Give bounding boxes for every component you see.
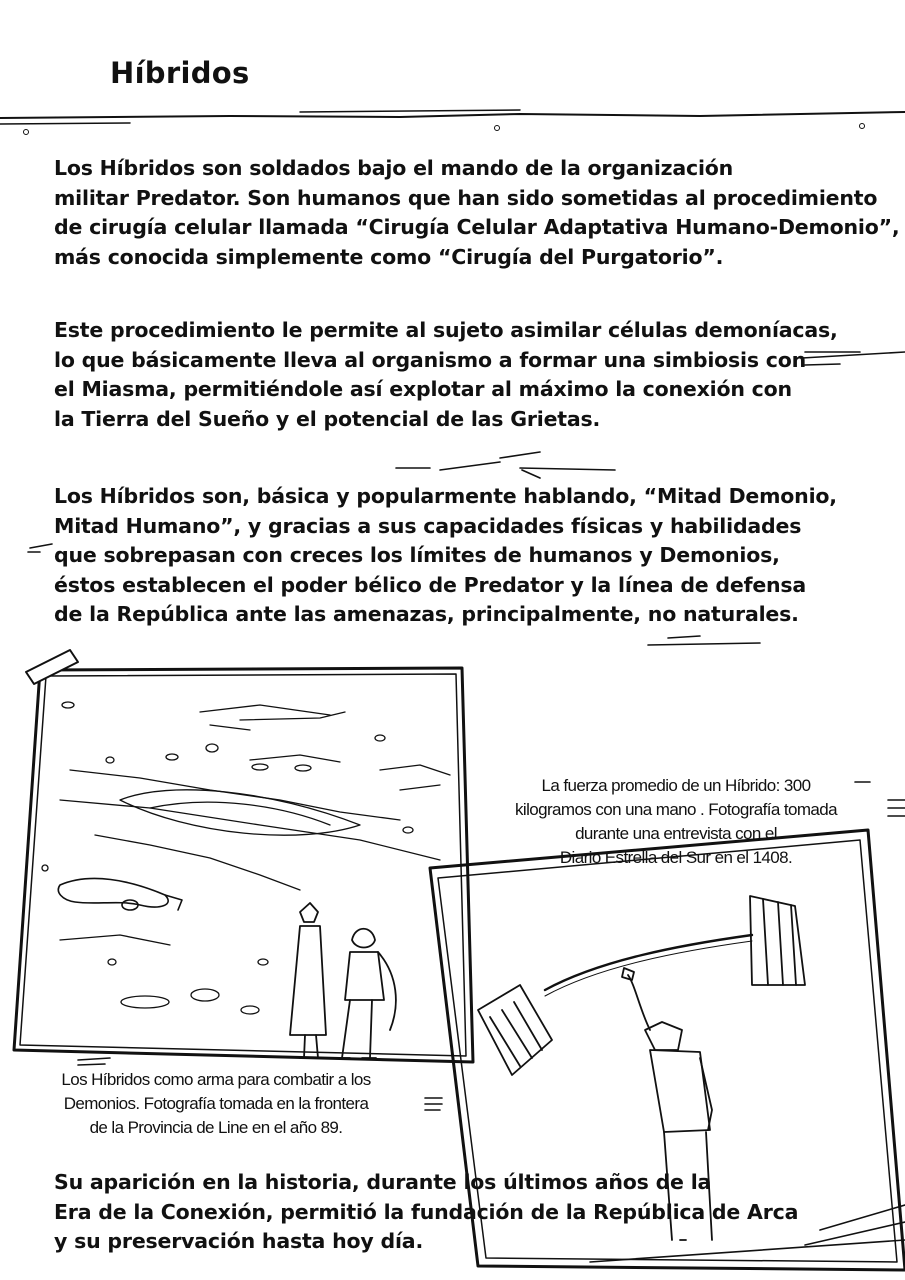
caption-line: de la Provincia de Line en el año 89. bbox=[89, 1118, 343, 1137]
paragraph-line: lo que básicamente lleva al organismo a formar una simbiosis con bbox=[54, 347, 807, 372]
paragraph-line: Mitad Humano”, y gracias a sus capacidades físicas y habilidades bbox=[54, 513, 802, 538]
paragraph-2 bbox=[54, 316, 838, 434]
paragraph-line: y su preservación hasta hoy día. bbox=[54, 1229, 424, 1253]
caption-line: La fuerza promedio de un Híbrido: 300 bbox=[541, 776, 811, 795]
right-photo-caption bbox=[466, 774, 886, 870]
caption-line: Demonios. Fotografía tomada en la frontera bbox=[63, 1094, 369, 1113]
paragraph-line: Este procedimiento le permite al sujeto asimilar células demoníacas, bbox=[54, 318, 838, 342]
paragraph-4 bbox=[54, 1168, 798, 1257]
page-title: Híbridos bbox=[110, 56, 250, 90]
paragraph-line: Era de la Conexión, permitió la fundación de la República de Arca bbox=[54, 1199, 799, 1224]
left-photo bbox=[14, 650, 473, 1062]
caption-line: Diario Estrella del Sur en el 1408. bbox=[559, 848, 793, 867]
paragraph-line: de la República ante las amenazas, principalmente, no naturales. bbox=[54, 602, 799, 626]
caption-line: kilogramos con una mano . Fotografía tomada bbox=[515, 800, 837, 819]
paragraph-line: éstos establecen el poder bélico de Predator y la línea de defensa bbox=[54, 572, 807, 597]
left-photo-caption bbox=[8, 1068, 424, 1140]
paragraph-3 bbox=[54, 482, 837, 630]
header-rule bbox=[0, 110, 905, 135]
caption-line: Los Híbridos como arma para combatir a los bbox=[61, 1070, 371, 1089]
battlefield-cracks bbox=[60, 705, 450, 945]
paragraph-line: Su aparición en la historia, durante los últimos años de la bbox=[54, 1170, 712, 1194]
paragraph-line: Los Híbridos son soldados bajo el mando de la organización bbox=[54, 156, 734, 180]
paragraph-line: militar Predator. Son humanos que han sido sometidas al procedimiento bbox=[54, 185, 878, 210]
paragraph-line: de cirugía celular llamada “Cirugía Celular Adaptativa Humano-Demonio”, bbox=[54, 215, 900, 239]
fallen-demon bbox=[58, 878, 182, 910]
barbell bbox=[478, 896, 805, 1075]
caped-soldier bbox=[334, 929, 396, 1058]
caption-line: durante una entrevista con el bbox=[575, 824, 777, 843]
paragraph-line: Los Híbridos son, básica y popularmente hablando, “Mitad Demonio, bbox=[54, 484, 837, 508]
standing-soldier bbox=[290, 903, 326, 1058]
rubble bbox=[42, 702, 413, 1014]
paragraph-line: la Tierra del Sueño y el potencial de las Grietas. bbox=[54, 406, 601, 431]
paragraph-1 bbox=[54, 154, 899, 272]
paragraph-line: que sobrepasan con creces los límites de humanos y Demonios, bbox=[54, 543, 780, 567]
paragraph-line: más conocida simplemente como “Cirugía del Purgatorio”. bbox=[54, 244, 724, 269]
paragraph-line: el Miasma, permitiéndole así explotar al máximo la conexión con bbox=[54, 377, 792, 401]
